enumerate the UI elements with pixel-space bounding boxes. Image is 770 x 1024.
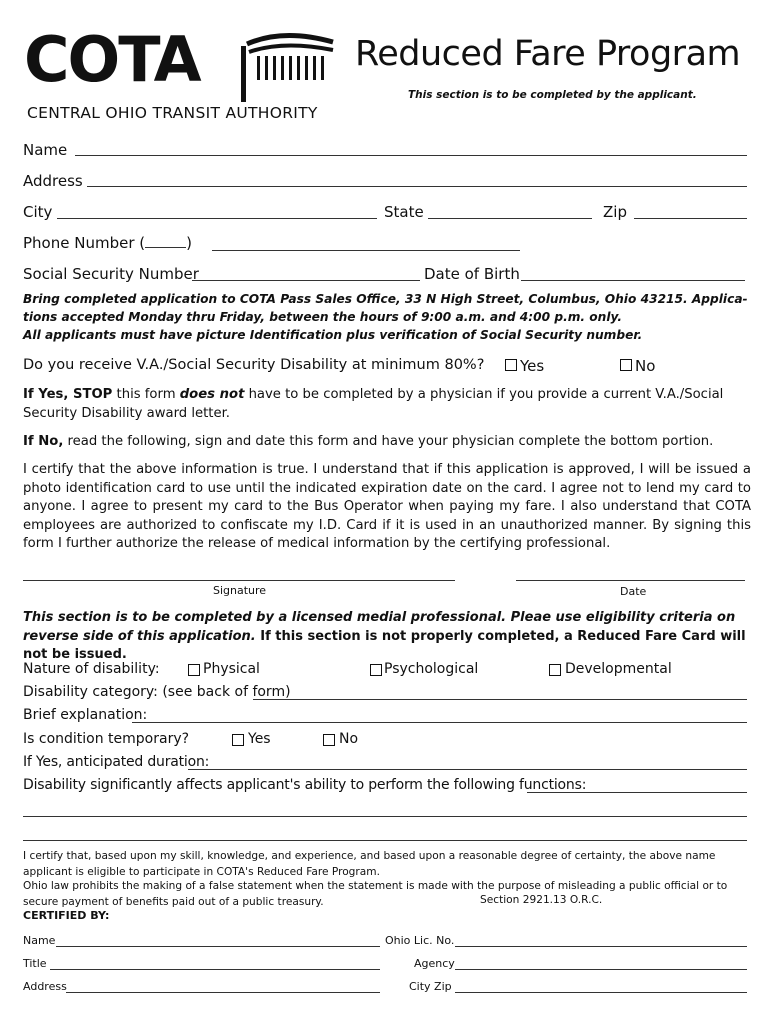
license-field[interactable] (455, 946, 747, 947)
functions-field-line-3[interactable] (23, 840, 747, 841)
agency-label: Agency (414, 957, 455, 970)
address-label: Address (23, 172, 83, 190)
explanation-label: Brief explanation: (23, 707, 148, 723)
functions-field-line-2[interactable] (23, 816, 747, 817)
ssn-label: Social Security Number (23, 265, 199, 283)
zip-field[interactable] (634, 218, 747, 219)
cota-logo (24, 23, 200, 96)
ohio-law-statement: Ohio law prohibits the making of a false statement when the statement is made with the purpose of misleading a public official or to secure payment of benefits paid out of a public treasury. (23, 880, 728, 908)
temporary-no-checkbox[interactable] (323, 734, 335, 746)
explanation-field[interactable] (132, 722, 747, 723)
orc-section: Section 2921.13 O.R.C. (476, 894, 602, 906)
temporary-label: Is condition temporary? (23, 731, 190, 747)
name-label: Name (23, 141, 68, 159)
instructions-line-3: All applicants must have picture Identification plus verification of Social Security number. (23, 328, 643, 342)
phone-field[interactable] (212, 250, 520, 251)
functions-label: Disability significantly affects applicant's ability to perform the following functions: (23, 777, 587, 793)
applicant-note: This section is to be completed by the applicant. (408, 89, 697, 101)
certified-by-heading: CERTIFIED BY: (23, 909, 110, 922)
temporary-yes-label: Yes (248, 731, 271, 747)
psychological-label: Psychological (384, 661, 479, 677)
signature-field[interactable] (23, 580, 455, 581)
cert-title-label: Title (23, 957, 47, 970)
agency-field[interactable] (455, 969, 747, 970)
city-zip-label: City Zip (409, 980, 452, 993)
developmental-checkbox[interactable] (549, 664, 561, 676)
disability-question: Do you receive V.A./Social Security Disability at minimum 80%? (23, 357, 485, 373)
va-yes-checkbox[interactable] (505, 359, 517, 371)
dob-field[interactable] (521, 280, 745, 281)
category-field[interactable] (253, 699, 747, 700)
zip-label: Zip (603, 203, 627, 221)
cert-name-label: Name (23, 934, 56, 947)
date-label: Date (620, 585, 647, 598)
duration-field[interactable] (188, 769, 747, 770)
nature-label: Nature of disability: (23, 661, 160, 677)
phone-label: Phone Number ( ) (23, 234, 192, 252)
state-label: State (384, 203, 424, 221)
dob-label: Date of Birth (424, 265, 520, 283)
if-no-paragraph: If No, read the following, sign and date this form and have your physician complete the bottom portion. (23, 434, 714, 449)
physician-certification: I certify that, based upon my skill, knowledge, and experience, and based upon a reasonable degree of certainty, the above name applicant is eligible to participate in COTA's Reduced Fare Program. (23, 850, 716, 878)
capitol-building-icon (233, 30, 339, 102)
area-code-field[interactable] (145, 234, 186, 248)
instructions-line-1: Bring completed application to COTA Pass Sales Office, 33 N High Street, Columbus, Ohio 43215. Applica- (23, 292, 748, 306)
cert-title-field[interactable] (50, 969, 380, 970)
temporary-no-label: No (339, 731, 359, 747)
license-label: Ohio Lic. No. (385, 934, 455, 947)
name-field[interactable] (75, 155, 747, 156)
va-no-label: No (635, 357, 656, 375)
date-field[interactable] (516, 580, 745, 581)
city-label: City (23, 203, 53, 221)
medical-section-intro: This section is to be completed by a licensed medial professional. Pleae use eligibility criteria on reverse side of this application. If this section is not properly completed, a Reduced Fare Card will not be issued. (23, 610, 746, 662)
state-field[interactable] (428, 218, 592, 219)
duration-label: If Yes, anticipated duration: (23, 754, 210, 770)
instructions-line-2: tions accepted Monday thru Friday, between the hours of 9:00 a.m. and 4:00 p.m. only. (23, 310, 622, 324)
applicant-certification: I certify that the above information is true. I understand that if this application is approved, I will be issued a photo identification card to use until the indicated expiration date on the card. I agree not to lend my card to anyone. I agree to present my card to the Bus Operator when paying my fare. I also understand that COTA employees are authorized to confiscate my I.D. Card if it is used in an unauthorized manner. By signing this form I further authorize the release of medical information by the certifying professional. (23, 462, 751, 551)
temporary-yes-checkbox[interactable] (232, 734, 244, 746)
cert-address-field[interactable] (66, 992, 380, 993)
ssn-field[interactable] (192, 280, 420, 281)
functions-field[interactable] (527, 792, 747, 793)
physical-checkbox[interactable] (188, 664, 200, 676)
page-title: Reduced Fare Program (355, 34, 741, 74)
physical-label: Physical (203, 661, 260, 677)
cert-address-label: Address (23, 980, 67, 993)
if-yes-paragraph: If Yes, STOP this form does not have to be completed by a physician if you provide a current V.A./Social Security Disability award letter. (23, 387, 724, 421)
cert-name-field[interactable] (56, 946, 380, 947)
city-zip-field[interactable] (455, 992, 747, 993)
signature-label: Signature (213, 584, 267, 597)
address-field[interactable] (87, 186, 747, 187)
logo-text: COTA (24, 23, 200, 96)
va-yes-label: Yes (520, 357, 545, 375)
psychological-checkbox[interactable] (370, 664, 382, 676)
va-no-checkbox[interactable] (620, 359, 632, 371)
category-label: Disability category: (see back of form) (23, 684, 291, 700)
org-name: CENTRAL OHIO TRANSIT AUTHORITY (27, 104, 318, 122)
developmental-label: Developmental (565, 661, 672, 677)
city-field[interactable] (57, 218, 377, 219)
